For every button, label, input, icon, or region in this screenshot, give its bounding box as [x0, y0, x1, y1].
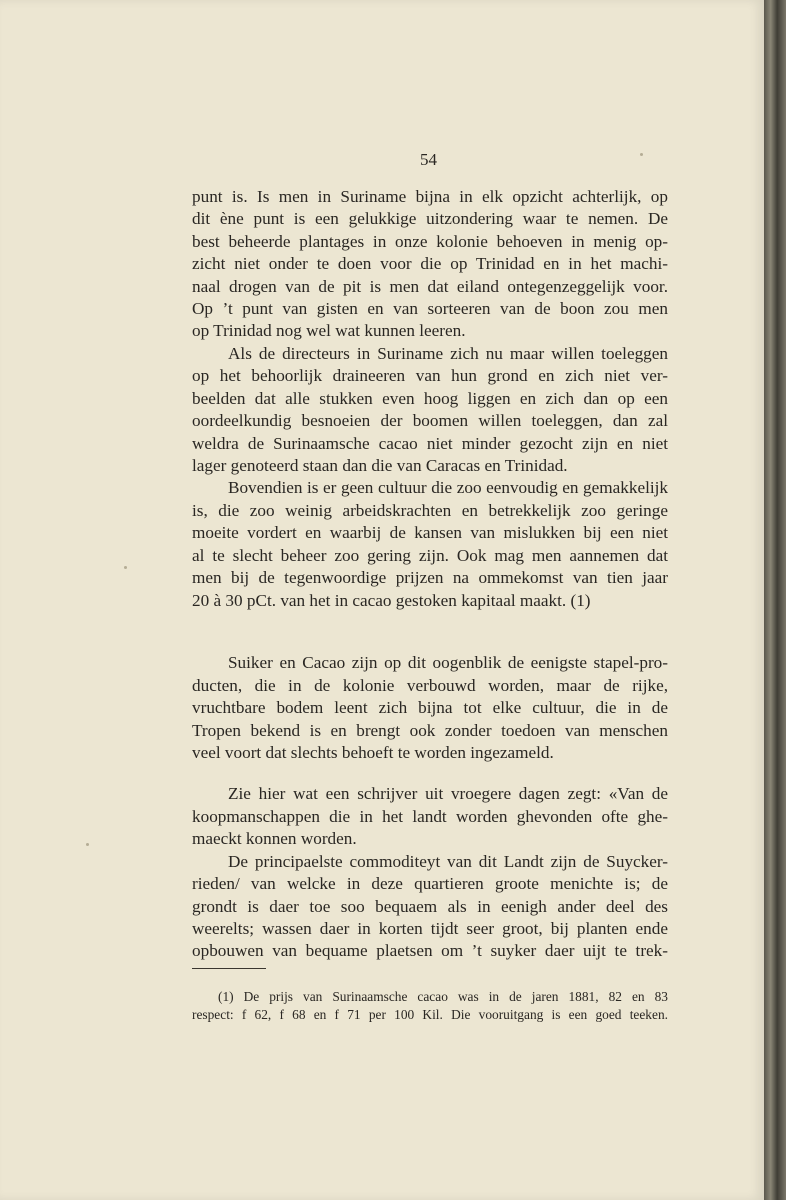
text-line: De principaelste commoditeyt van dit Landt zijn de Suycker-	[228, 852, 668, 871]
text-line: men bij de tegenwoordige prijzen na ommekomst van tien jaar	[192, 568, 668, 587]
footnote-line: (1) De prijs van Surinaamsche cacao was in de jaren 1881, 82 en 83	[218, 989, 668, 1004]
text-line: is, die zoo weinig arbeidskrachten en betrekkelijk zoo geringe	[192, 501, 668, 520]
footnote-separator	[192, 968, 266, 969]
text-line: Zie hier wat een schrijver uit vroegere dagen zegt: «Van de	[228, 784, 668, 803]
text-line: punt is. Is men in Suriname bijna in elk opzicht achterlijk, op	[192, 187, 668, 206]
text-line: zicht niet onder te doen voor die op Trinidad en in het machi-	[192, 254, 668, 273]
text-line: lager genoteerd staan dan die van Caracas en Trinidad.	[192, 456, 568, 475]
text-line: oordeelkundig besnoeien der boomen willen toeleggen, dan zal	[192, 411, 668, 430]
text-line: koopmanschappen die in het landt worden ghevonden ofte ghe-	[192, 807, 668, 826]
text-line: al te slecht beheer zoo gering zijn. Ook mag men aannemen dat	[192, 546, 668, 565]
text-line: Tropen bekend is en brengt ook zonder toedoen van menschen	[192, 721, 668, 740]
text-line: opbouwen van bequame plaetsen om ’t suyker daer uijt te trek-	[192, 941, 668, 960]
paper-speck	[86, 843, 89, 846]
text-line: Suiker en Cacao zijn op dit oogenblik de eenigste stapel-pro-	[228, 653, 668, 672]
text-line: Bovendien is er geen cultuur die zoo eenvoudig en gemakkelijk	[228, 478, 668, 497]
page-number: 54	[420, 150, 437, 169]
text-line: Op ’t punt van gisten en van sorteeren van de boon zou men	[192, 299, 668, 318]
text-line: grondt is daer toe soo bequaem als in eenigh ander deel des	[192, 897, 668, 916]
text-line: op het behoorlijk draineeren van hun grond en zich niet ver-	[192, 366, 668, 385]
text-line: Als de directeurs in Suriname zich nu maar willen toeleggen	[228, 344, 668, 363]
paper-speck	[640, 153, 643, 156]
text-line: maeckt konnen worden.	[192, 829, 357, 848]
text-line: weerelts; wassen daer in korten tijdt seer groot, bij planten ende	[192, 919, 668, 938]
text-line: moeite vordert en waarbij de kansen van mislukken bij een niet	[192, 523, 668, 542]
text-line: rieden/ van welcke in deze quartieren groote menichte is; de	[192, 874, 668, 893]
paper-speck	[124, 566, 127, 569]
text-line: op Trinidad nog wel wat kunnen leeren.	[192, 321, 466, 340]
text-line: beelden dat alle stukken even hoog liggen en zich dan op een	[192, 389, 668, 408]
text-line: best beheerde plantages in onze kolonie behoeven in menig op-	[192, 232, 668, 251]
text-line: naal drogen van de pit is men dat eiland ontegenzeggelijk voor.	[192, 277, 668, 296]
book-spine	[764, 0, 786, 1200]
text-line: veel voort dat slechts behoeft te worden ingezameld.	[192, 743, 554, 762]
text-line: dit ène punt is een gelukkige uitzondering waar te nemen. De	[192, 209, 668, 228]
text-line: ducten, die in de kolonie verbouwd worden, maar de rijke,	[192, 676, 668, 695]
text-line: 20 à 30 pCt. van het in cacao gestoken kapitaal maakt. (1)	[192, 591, 591, 610]
text-line: vruchtbare bodem leent zich bijna tot elke cultuur, die in de	[192, 698, 668, 717]
text-line: weldra de Surinaamsche cacao niet minder gezocht zijn en niet	[192, 434, 668, 453]
footnote-line: respect: f 62, f 68 en f 71 per 100 Kil. Die vooruitgang is een goed teeken.	[192, 1007, 668, 1022]
